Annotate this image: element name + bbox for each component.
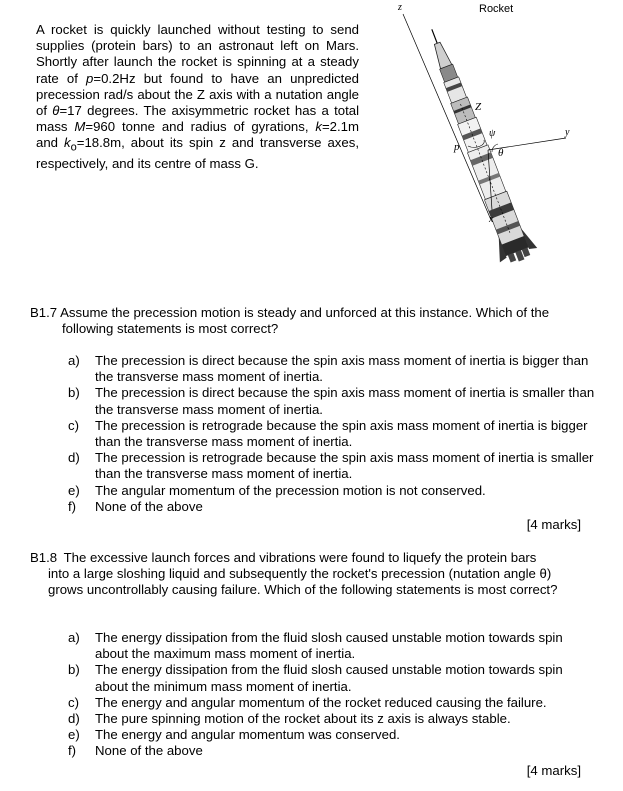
- question-b17-number: B1.7: [30, 305, 58, 320]
- option-letter: e): [68, 482, 80, 498]
- intro-text-6: =18.8m, about its spin z and transverse axes, respectively, and its centre of mass G.: [36, 135, 359, 172]
- Z-label: Z: [475, 101, 482, 113]
- option-letter: f): [68, 498, 77, 514]
- problem-intro: [36, 22, 359, 172]
- option-text: The energy dissipation from the fluid slosh caused unstable motion towards spin about the maximum mass moment of inertia.: [95, 630, 563, 662]
- y-axis-label: y: [565, 127, 570, 138]
- z-vertical-axis-line: [403, 14, 491, 220]
- intro-text-3: =17 degrees. The axisymmetric rocket has a total mass: [36, 103, 360, 135]
- option-letter: b): [68, 662, 80, 678]
- var-theta: θ: [52, 103, 60, 119]
- option-b18-c: [68, 695, 598, 711]
- option-text: The precession is direct because the spin axis mass moment of inertia is bigger than the transverse mass moment of inertia.: [95, 353, 589, 385]
- option-text: The precession is retrograde because the spin axis mass moment of inertia is bigger than the transverse mass moment of inertia.: [95, 417, 588, 450]
- option-b17-a: [68, 353, 598, 385]
- option-text: The energy dissipation from the fluid slosh caused unstable motion towards spin about the minimum mass moment of inertia.: [95, 662, 563, 694]
- option-letter: f): [68, 743, 77, 759]
- question-b17-marks: [4 marks]: [526, 517, 581, 532]
- question-b17-options: [68, 353, 598, 515]
- intro-text-2: =0.2Hz but found to have an unpredicted precession rad/s about the Z axis with a nutation angle of: [36, 70, 359, 119]
- question-b18-options: [68, 630, 598, 760]
- option-b18-b: [68, 662, 598, 694]
- option-letter: b): [68, 385, 80, 401]
- option-b17-b: [68, 385, 598, 417]
- question-b18-number: B1.8: [30, 550, 58, 565]
- question-b17-line2: following statements is most correct?: [62, 321, 279, 337]
- question-b18-line1: The excessive launch forces and vibrations were found to liquefy the protein bars: [63, 550, 537, 565]
- x-axis-label: x: [489, 214, 494, 225]
- option-b17-e: [68, 483, 598, 499]
- intro-text-1: A rocket is quickly launched without testing to send supplies (protein bars) to an astronaut left on Mars. Shortly after launch the rocket is spinning at a steady rate of: [36, 22, 359, 86]
- intro-text-5: =2.1m and: [36, 119, 359, 151]
- var-ko-subscript: o: [70, 142, 77, 155]
- option-text: None of the above: [95, 743, 203, 759]
- question-b18-line3: grows uncontrollably causing failure. Which of the following statements is most correct?: [48, 582, 558, 598]
- var-ko: k: [64, 135, 71, 151]
- option-b17-d: [68, 450, 598, 482]
- option-text: The energy and angular momentum was conserved.: [95, 727, 400, 743]
- question-b18-stem: [30, 550, 600, 599]
- p-label: p: [454, 141, 460, 153]
- psi-label: ψ: [489, 128, 496, 139]
- option-text: None of the above: [95, 498, 203, 514]
- option-letter: a): [68, 630, 80, 645]
- option-b18-f: [68, 743, 598, 759]
- option-letter: d): [68, 711, 80, 727]
- option-text: The precession is retrograde because the spin axis mass moment of inertia is smaller than the transverse mass moment of inertia.: [95, 450, 594, 482]
- theta-label: θ: [498, 147, 504, 159]
- option-b17-f: [68, 499, 598, 515]
- var-p: p: [86, 70, 94, 86]
- option-text: The pure spinning motion of the rocket about its z axis is always stable.: [95, 711, 511, 727]
- option-letter: e): [68, 727, 80, 743]
- rocket-diagram: [384, 0, 623, 300]
- option-b17-c: [68, 418, 598, 450]
- option-b18-a: [68, 630, 598, 662]
- var-m: M: [74, 119, 86, 135]
- figure-title: Rocket: [479, 3, 514, 15]
- option-text: The energy and angular momentum of the rocket reduced causing the failure.: [95, 694, 547, 710]
- question-b18-line2: into a large sloshing liquid and subsequently the rocket's precession (nutation angle θ): [48, 566, 552, 582]
- option-text: The precession is direct because the spin axis mass moment of inertia is smaller than the transverse mass moment of inertia.: [95, 385, 595, 417]
- intro-text-4: =960 tonne and radius of gyrations,: [85, 119, 316, 135]
- question-b17-stem: [30, 305, 549, 337]
- option-letter: c): [68, 417, 79, 433]
- var-k: k: [315, 119, 322, 135]
- option-b18-d: [68, 711, 598, 727]
- question-b18-marks: [4 marks]: [526, 763, 581, 778]
- z-axis-label: z: [398, 2, 402, 13]
- option-text: The angular momentum of the precession motion is not conserved.: [95, 482, 486, 498]
- option-letter: d): [68, 450, 80, 466]
- option-letter: c): [68, 694, 79, 710]
- option-letter: a): [68, 353, 80, 368]
- question-b17-line1: Assume the precession motion is steady and unforced at this instance. Which of the: [60, 305, 550, 320]
- option-b18-e: [68, 727, 598, 743]
